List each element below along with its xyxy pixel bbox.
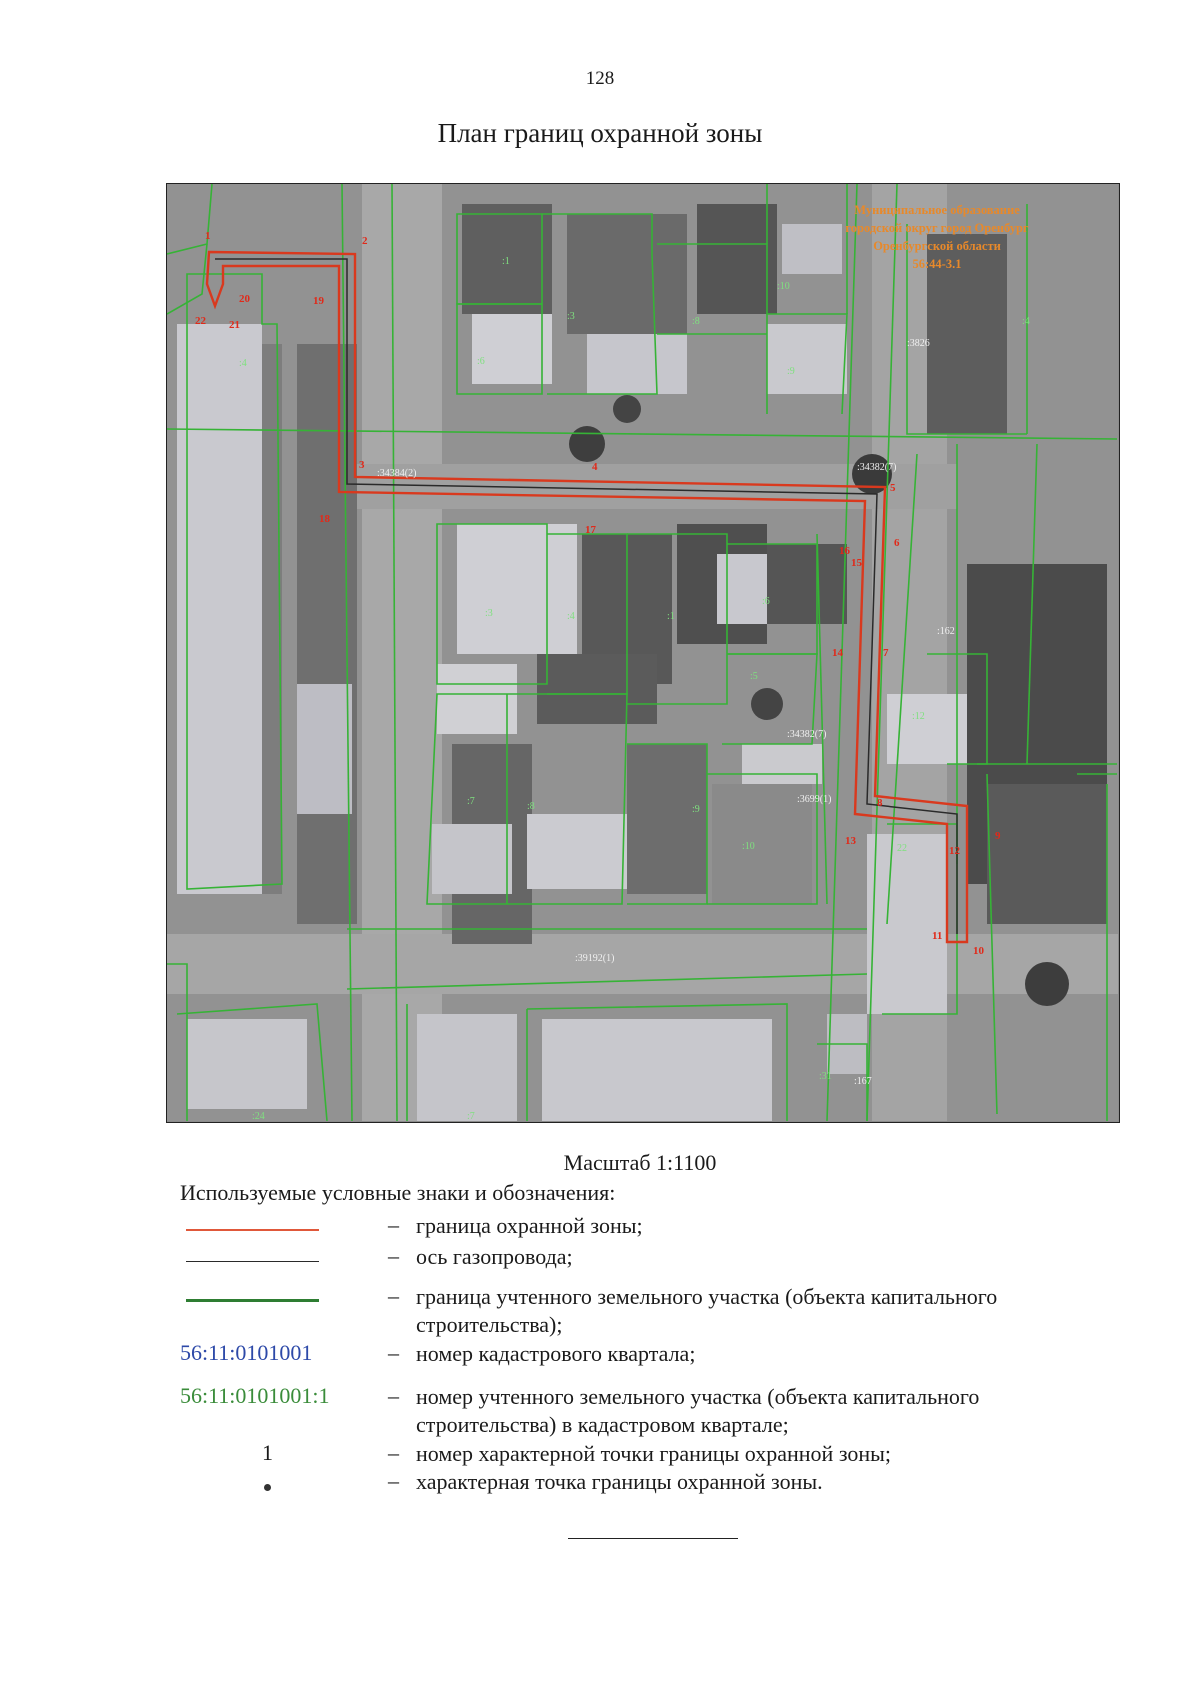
legend-dash: – — [388, 1283, 399, 1308]
parcel-number-8: :3 — [485, 608, 493, 619]
footer-rule — [568, 1538, 738, 1539]
point-number-8: 8 — [877, 797, 883, 809]
parcel-number-12: :5 — [750, 671, 758, 682]
legend-dash: – — [388, 1212, 399, 1237]
municipality-label-line-4: 56:44-3.1 — [912, 257, 962, 271]
legend-green-line — [186, 1299, 319, 1302]
point-number-9: 9 — [995, 830, 1001, 842]
legend-red-line — [186, 1229, 319, 1231]
parcel-number-3: :6 — [477, 356, 485, 367]
parcel-number-1: :1 — [502, 256, 510, 267]
legend-dash: – — [388, 1383, 399, 1408]
point-number-6: 6 — [894, 537, 900, 549]
legend-black-line — [186, 1261, 319, 1262]
parcel-number-11: :6 — [762, 596, 770, 607]
legend-text: характерная точка границы охранной зоны. — [416, 1469, 823, 1494]
map-scale: Масштаб 1:1100 — [563, 1150, 717, 1175]
point-number-17: 17 — [585, 524, 596, 536]
point-number-22: 22 — [195, 315, 206, 327]
parcel-number-20: :7 — [467, 1111, 475, 1121]
point-number-4: 4 — [592, 461, 598, 473]
point-number-20: 20 — [239, 293, 250, 305]
point-number-16: 16 — [839, 545, 850, 557]
parcel-number-22: :4 — [1022, 316, 1030, 327]
quarter-code-4: :39192(1) — [575, 953, 615, 964]
parcel-number-19: :24 — [252, 1111, 265, 1121]
parcel-number-2: :3 — [567, 311, 575, 322]
parcel-number-5: :8 — [692, 316, 700, 327]
parcel-number-10: :1 — [667, 611, 675, 622]
legend-dash: – — [388, 1440, 399, 1465]
parcel-number-16: :10 — [742, 841, 755, 852]
point-number-18: 18 — [319, 513, 330, 525]
parcel-number-13: :7 — [467, 796, 475, 807]
legend-text: номер учтенного земельного участка (объекта капитального строительства) в кадастровом квартале; — [416, 1384, 980, 1437]
legend-dash: – — [388, 1243, 399, 1268]
quarter-code-7: :162 — [937, 626, 955, 637]
municipality-label-line-3: Оренбургской области — [873, 239, 1001, 253]
parcel-number-7: :4 — [239, 358, 247, 369]
quarter-code-3: :34382(7) — [787, 729, 827, 740]
parcel-number-6: :9 — [787, 366, 795, 377]
legend-text: номер характерной точки границы охранной зоны; — [416, 1441, 892, 1466]
quarter-code-8: :167 — [854, 1076, 872, 1087]
point-number-3: 3 — [359, 459, 365, 471]
point-number-13: 13 — [845, 835, 856, 847]
parcel-number-18: 22 — [897, 843, 907, 854]
legend-point-number: 1 — [262, 1440, 273, 1465]
parcel-number-21: :31 — [819, 1071, 832, 1082]
point-number-11: 11 — [932, 930, 943, 942]
municipality-label-line-2: городской округ город Оренбург — [845, 221, 1029, 235]
legend-heading: Используемые условные знаки и обозначения: — [180, 1180, 616, 1205]
point-number-19: 19 — [313, 295, 324, 307]
point-number-21: 21 — [229, 319, 240, 331]
quarter-code-2: :34382(7) — [857, 462, 897, 473]
point-number-1: 1 — [205, 230, 211, 242]
quarter-code-1: :34384(2) — [377, 468, 417, 479]
road-horizontal-south — [167, 934, 1118, 994]
point-number-15: 15 — [851, 557, 862, 569]
parcel-number-17: :12 — [912, 711, 925, 722]
legend-text: граница учтенного земельного участка (объекта капитального строительства); — [416, 1284, 998, 1337]
page-number: 128 — [585, 68, 615, 89]
legend-parcel-code: 56:11:0101001:1 — [180, 1383, 330, 1408]
point-number-2: 2 — [362, 235, 368, 247]
legend-dot-icon — [264, 1484, 271, 1491]
point-number-12: 12 — [949, 845, 960, 857]
point-number-14: 14 — [832, 647, 843, 659]
parcel-number-4: :10 — [777, 281, 790, 292]
legend-text: граница охранной зоны; — [416, 1213, 643, 1238]
legend-text: ось газопровода; — [416, 1244, 573, 1269]
point-number-5: 5 — [890, 482, 896, 494]
page-title: План границ охранной зоны — [437, 118, 763, 148]
point-number-7: 7 — [883, 647, 889, 659]
legend-dash: – — [388, 1340, 399, 1365]
point-number-10: 10 — [973, 945, 984, 957]
parcel-number-14: :8 — [527, 801, 535, 812]
legend-dash: – — [388, 1468, 399, 1493]
legend-quarter-code: 56:11:0101001 — [180, 1340, 313, 1365]
boundary-plan-map — [166, 183, 1120, 1123]
quarter-code-6: :3826 — [907, 338, 930, 349]
parcel-number-9: :4 — [567, 611, 575, 622]
municipality-label-line-1: Муниципальное образование — [854, 203, 1020, 217]
quarter-code-5: :3699(1) — [797, 794, 832, 805]
building-west-long — [177, 324, 262, 894]
parcel-number-15: :9 — [692, 804, 700, 815]
aerial-map-svg — [167, 184, 1118, 1121]
legend-text: номер кадастрового квартала; — [416, 1341, 696, 1366]
